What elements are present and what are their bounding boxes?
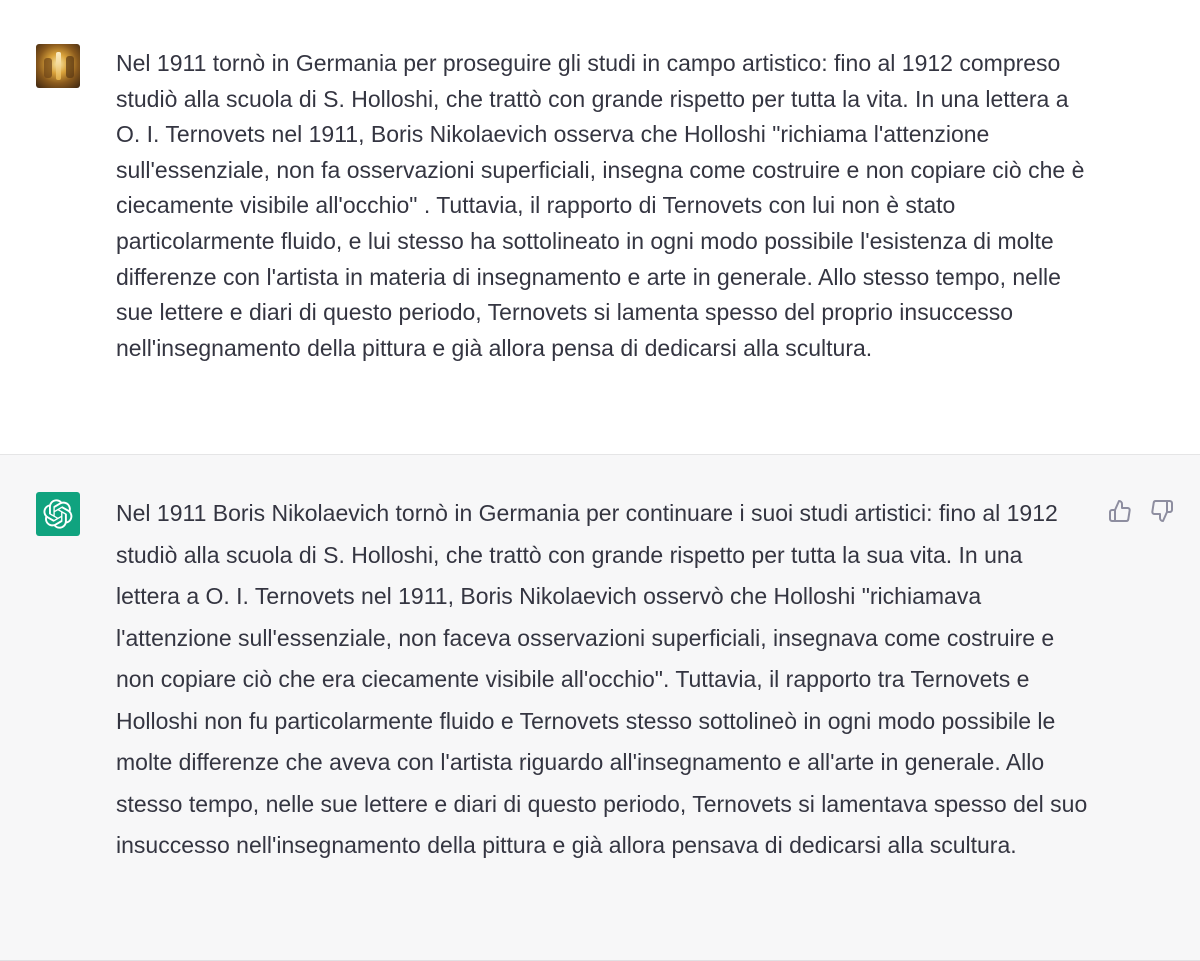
thumbs-up-button[interactable] [1106,497,1134,525]
user-avatar [36,44,80,88]
openai-logo-icon [36,492,80,536]
thumbs-down-icon [1150,499,1174,523]
user-message [0,0,1200,455]
user-message-text: Nel 1911 tornò in Germania per proseguire gli studi in campo artistico: fino al 1912 compreso studiò alla scuola di S. Holloshi, che trattò con grande rispetto per tutta la vita. In una lettera a O. I. Ternovets nel 1911, Boris Nikolaevich osserva che Holloshi "richiama l'attenzione sull'essenziale, non fa osservazioni superficiali, insegna come costruire e non copiare ciò che è ciecamente visibile all'occhio" . Tuttavia, il rapporto di Ternovets con lui non è stato particolarmente fluido, e lui stesso ha sottolineato in ogni modo possibile l'esistenza di molte differenze con l'artista in materia di insegnamento e arte in generale. Allo stesso tempo, nelle sue lettere e diari di questo periodo, Ternovets si lamenta spesso del proprio insuccesso nell'insegnamento della pittura e già allora pensa di dedicarsi alla scultura. [116,50,1085,361]
feedback-buttons [1106,497,1176,525]
assistant-message-text: Nel 1911 Boris Nikolaevich tornò in Germania per continuare i suoi studi artistici: fino al 1912 studiò alla scuola di S. Holloshi, che trattò con grande rispetto per tutta la sua vita. In una lettera a O. I. Ternovets nel 1911, Boris Nikolaevich osservò che Holloshi "richiamava l'attenzione sull'essenziale, non faceva osservazioni superficiali, insegnava come costruire e non copiare ciò che era ciecamente visibile all'occhio". Tuttavia, il rapporto tra Ternovets e Holloshi non fu particolarmente fluido e Ternovets stesso sottolineò in ogni modo possibile le molte differenze che aveva con l'artista riguardo all'insegnamento e all'arte in generale. Allo stesso tempo, nelle sue lettere e diari di questo periodo, Ternovets si lamentava spesso del suo insuccesso nell'insegnamento della pittura e già allora pensava di dedicarsi alla scultura. [116,500,1088,858]
assistant-message [0,455,1200,961]
thumbs-up-icon [1108,499,1132,523]
thumbs-down-button[interactable] [1148,497,1176,525]
